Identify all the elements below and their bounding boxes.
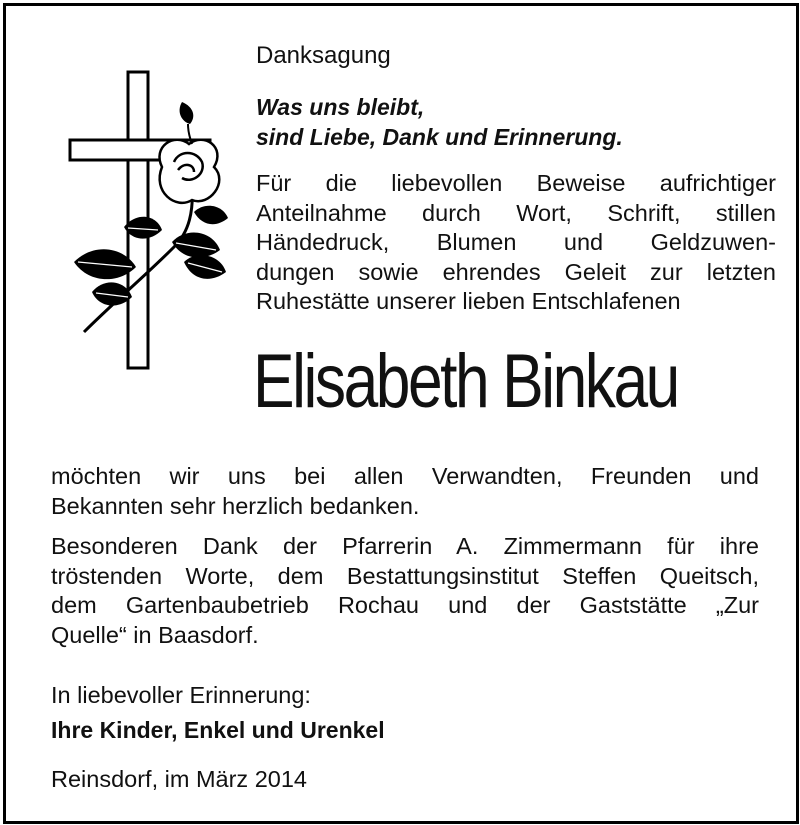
place-date: Reinsdorf, im März 2014 [51,766,307,792]
cross-with-rose-icon [64,62,234,372]
paragraph-line: tröstenden Worte, dem Bestattungsinstitut Steffen Queitsch, [51,562,759,589]
signers: Ihre Kinder, Enkel und Urenkel [51,717,385,743]
paragraph-line: Besonderen Dank der Pfarrerin A. Zimmermann für ihre [51,533,759,559]
intro-line: Anteilnahme durch Wort, Schrift, stillen [256,199,776,226]
motto-line: sind Liebe, Dank und Erinnerung. [256,124,623,150]
intro-line: dungen sowie ehrendes Geleit zur letzten [256,258,776,285]
intro-line: Ruhestätte unserer lieben Entschlafenen [256,288,681,314]
intro-line: Händedruck, Blumen und Geldzuwen- [256,229,776,255]
thanks-paragraph [51,462,759,521]
motto [256,92,623,152]
heading: Danksagung [256,42,391,69]
obituary-card [3,3,799,824]
paragraph-line: dem Gartenbaubetrieb Rochau und der Gaststätte „Zur [51,592,759,618]
intro-line: Für die liebevollen Beweise aufrichtiger [256,170,776,196]
paragraph-line: Quelle“ in Baasdorf. [51,621,259,648]
motto-line: Was uns bleibt, [256,94,425,120]
paragraph-line: möchten wir uns bei allen Verwandten, Freunden und [51,463,759,489]
deceased-name: Elisabeth Binkau [253,339,678,424]
special-thanks-paragraph [51,532,759,650]
intro-paragraph [256,169,776,317]
paragraph-line: Bekannten sehr herzlich bedanken. [51,492,420,519]
closing-line: In liebevoller Erinnerung: [51,682,311,708]
